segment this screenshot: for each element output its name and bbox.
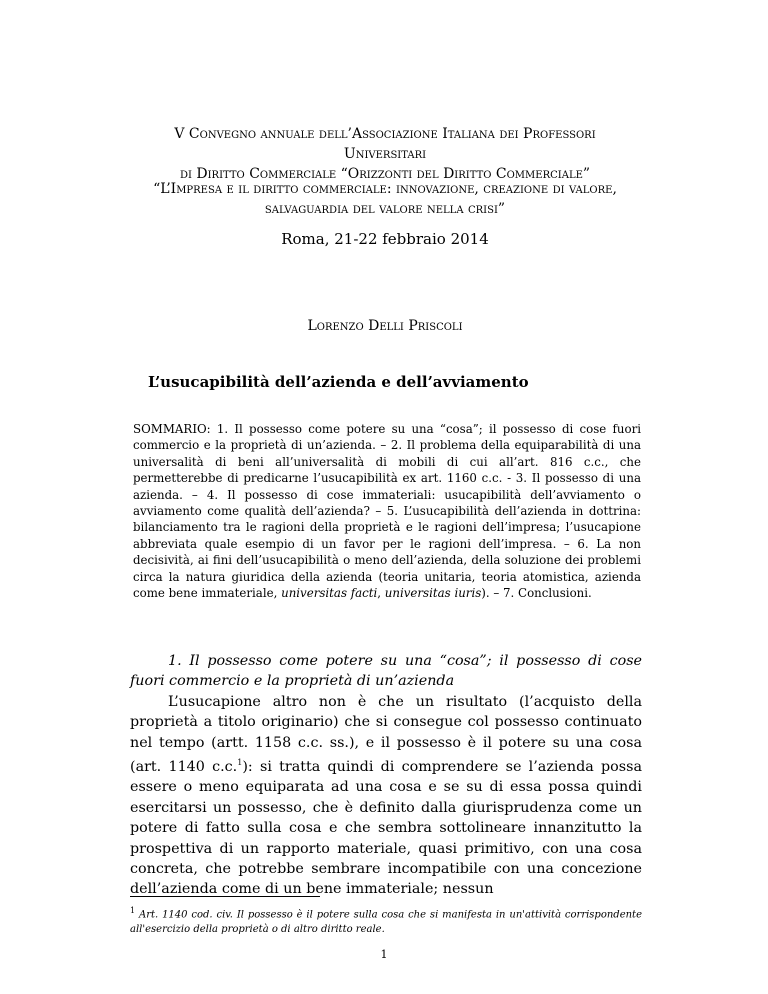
conference-theme-line: “L’Impresa e il diritto commerciale: innovazione, creazione di valore, [153,181,617,197]
page-number: 1 [380,948,388,961]
conference-title-line: di Diritto Commerciale “Orizzonti del Diritto Commerciale” [179,166,591,182]
body-text: ): si tratta quindi di comprendere se l’azienda possa essere o meno equiparata ad una cosa e se su di essa possa quindi esercitarsi un possesso, che è definito dalla giurisprudenza come un potere di fatto sulla cosa e che sembra sottolineare innanzitutto la prospettiva di un rapporto materiale, quasi primitivo, con una cosa concreta, che potrebbe sembrare incompatibile con una concezione dell’azienda come di un bene immateriale; nessun [130,758,642,898]
section-heading-text: 1. Il possesso come potere su una “cosa”; il possesso di cose fuori commercio e la proprietà di un’azienda [130,653,642,690]
conference-theme [100,179,670,219]
conference-theme-line: salvaguardia del valore nella crisi” [264,201,506,217]
summary-label: SOMMARIO: [133,422,211,436]
footnote-reference[interactable]: 1 [237,758,243,768]
conference-title-line: Universitari [343,146,427,162]
conference-title-line: V Convegno annuale dell’Associazione Italiana dei Professori [174,126,596,142]
footnote [130,903,642,937]
summary-text: 1. Il possesso come potere su una “cosa”; il possesso di cose fuori commercio e la proprietà di un’azienda. – 2. Il problema della equiparabilità di una universalità di beni all’universalità di mobili di cui all’art. 816 c.c., che permetterebbe di predicarne l’usucapibilità ex art. 1160 c.c. - 3. Il possesso di una azienda. – 4. Il possesso di cose immateriali: usucapibilità dell’avviamento o avviamento come qualità dell’azienda? – 5. L’usucapibilità dell’azienda in dottrina: bilanciamento tra le ragioni della proprietà e le ragioni dell’impresa; l’usucapione abbreviata quale esempio di un favor per le ragioni dell’impresa. – 6. La non decisività, ai fini dell’usucapibilità o meno dell’azienda, della soluzione dei problemi circa la natura giuridica della azienda (teoria unitaria, teoria atomistica, azienda come bene immateriale, [133,422,641,601]
footnote-text: Art. 1140 cod. civ. Il possesso è il potere sulla cosa che si manifesta in un'attività corrispondente all'esercizio della proprietà o di altro diritto reale. [130,909,642,936]
summary-text: , [377,586,385,601]
venue-date: Roma, 21-22 febbraio 2014 [281,230,489,248]
footnote-divider [130,896,320,897]
body-text: L’usucapione altro non è che un risultato (l’acquisto della proprietà a titolo originario) che si consegue col possesso continuato nel tempo (artt. 1158 c.c. ss.), e il possesso è il potere su una cosa (art. 1140 c.c. [130,694,642,775]
paper-title: L’usucapibilità dell’azienda e dell’avviamento [148,373,529,391]
conference-title [100,124,670,184]
summary-latin-term: universitas iuris [384,586,482,601]
summary-text: ). – 7. Conclusioni. [481,586,592,601]
footnote-mark: 1 [130,906,136,915]
section-heading [130,651,642,692]
summary-latin-term: universitas facti [281,586,378,601]
body-paragraph [130,692,642,900]
author-name: Lorenzo Delli Priscoli [307,318,463,334]
summary [133,421,641,601]
